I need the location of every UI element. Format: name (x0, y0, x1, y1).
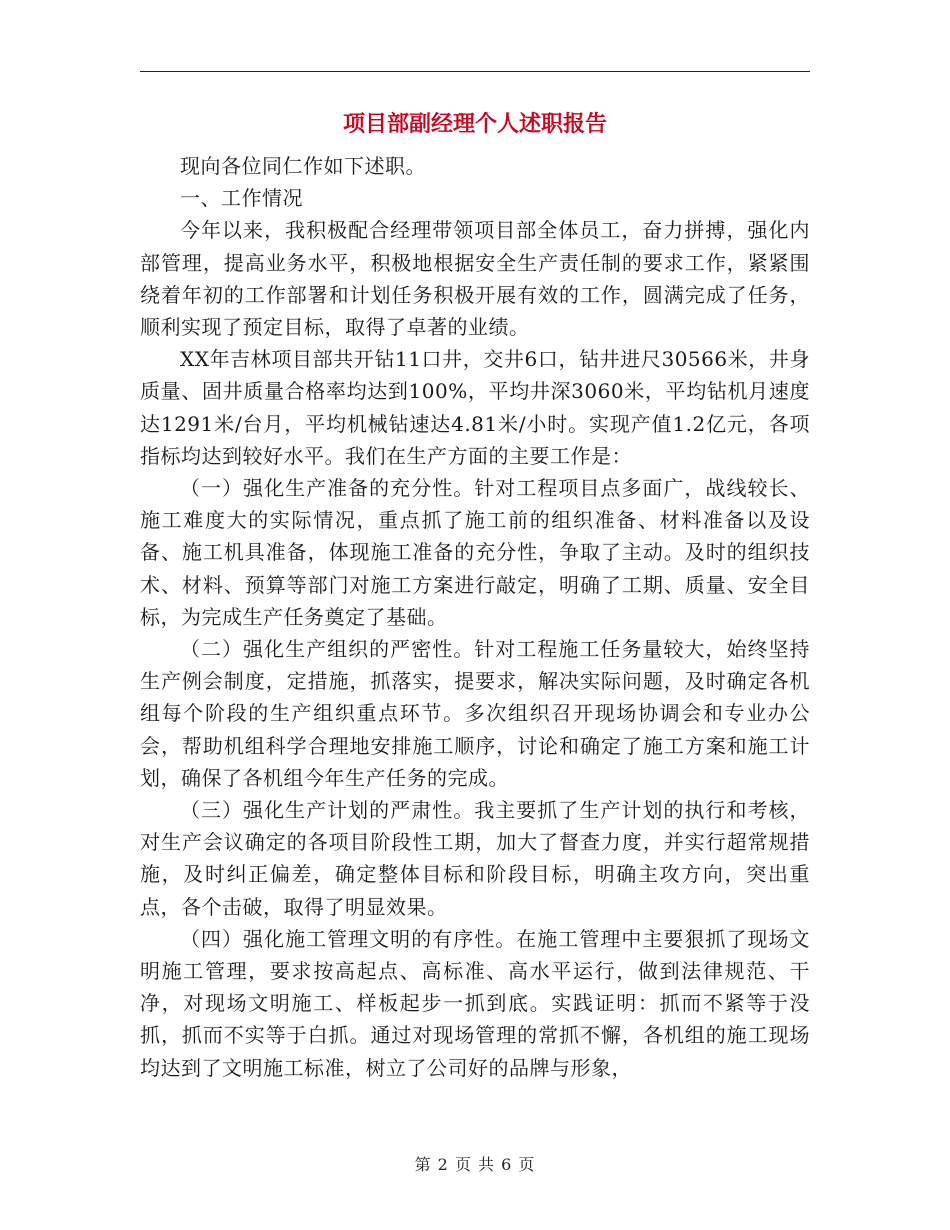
paragraph-item-2: （二）强化生产组织的严密性。针对工程施工任务量较大，始终坚持生产例会制度，定措施，抓落实，提要求，解决实际问题，及时确定各机组每个阶段的生产组织重点环节。多次组织召开现场协调会和专业办公会，帮助机组科学合理地安排施工顺序，讨论和确定了施工方案和施工计划，确保了各机组今年生产任务的完成。 (140, 637, 810, 790)
header-rule (140, 71, 810, 72)
paragraph-item-3: （三）强化生产计划的严肃性。我主要抓了生产计划的执行和考核，对生产会议确定的各项目阶段性工期，加大了督查力度，并实行超常规措施，及时纠正偏差，确定整体目标和阶段目标，明确主攻方向，突出重点，各个击破，取得了明显效果。 (140, 798, 810, 919)
section-heading-work: 一、工作情况 (180, 186, 303, 211)
paragraph-statistics: XX年吉林项目部共开钻11口井，交井6口，钻井进尺30566米，井身质量、固井质量合格率均达到100%，平均井深3060米，平均钻机月速度达1291米/台月，平均机械钻速达4.81米/小时。实现产值1.2亿元，各项指标均达到较好水平。我们在生产方面的主要工作是： (140, 347, 810, 468)
page-number-footer: 第 2 页 共 6 页 (414, 1155, 536, 1174)
paragraph-item-1: （一）强化生产准备的充分性。针对工程项目点多面广，战线较长、施工难度大的实际情况，重点抓了施工前的组织准备、材料准备以及设备、施工机具准备，体现施工准备的充分性，争取了主动。及时的组织技术、材料、预算等部门对施工方案进行敲定，明确了工期、质量、安全目标，为完成生产任务奠定了基础。 (140, 476, 810, 629)
paragraph-overview: 今年以来，我积极配合经理带领项目部全体员工，奋力拼搏，强化内部管理，提高业务水平，积极地根据安全生产责任制的要求工作，紧紧围绕着年初的工作部署和计划任务积极开展有效的工作，圆满完成了任务，顺利实现了预定目标，取得了卓著的业绩。 (140, 218, 810, 340)
document-title: 项目部副经理个人述职报告 (342, 112, 607, 137)
paragraph-intro: 现向各位同仁作如下述职。 (180, 154, 426, 178)
document-body (140, 150, 810, 1084)
paragraph-item-4: （四）强化施工管理文明的有序性。在施工管理中主要狠抓了现场文明施工管理，要求按高起点、高标准、高水平运行，做到法律规范、干净，对现场文明施工、样板起步一抓到底。实践证明：抓而不紧等于没抓，抓而不实等于白抓。通过对现场管理的常抓不懈，各机组的施工现场均达到了文明施工标准，树立了公司好的品牌与形象， (140, 926, 810, 1080)
